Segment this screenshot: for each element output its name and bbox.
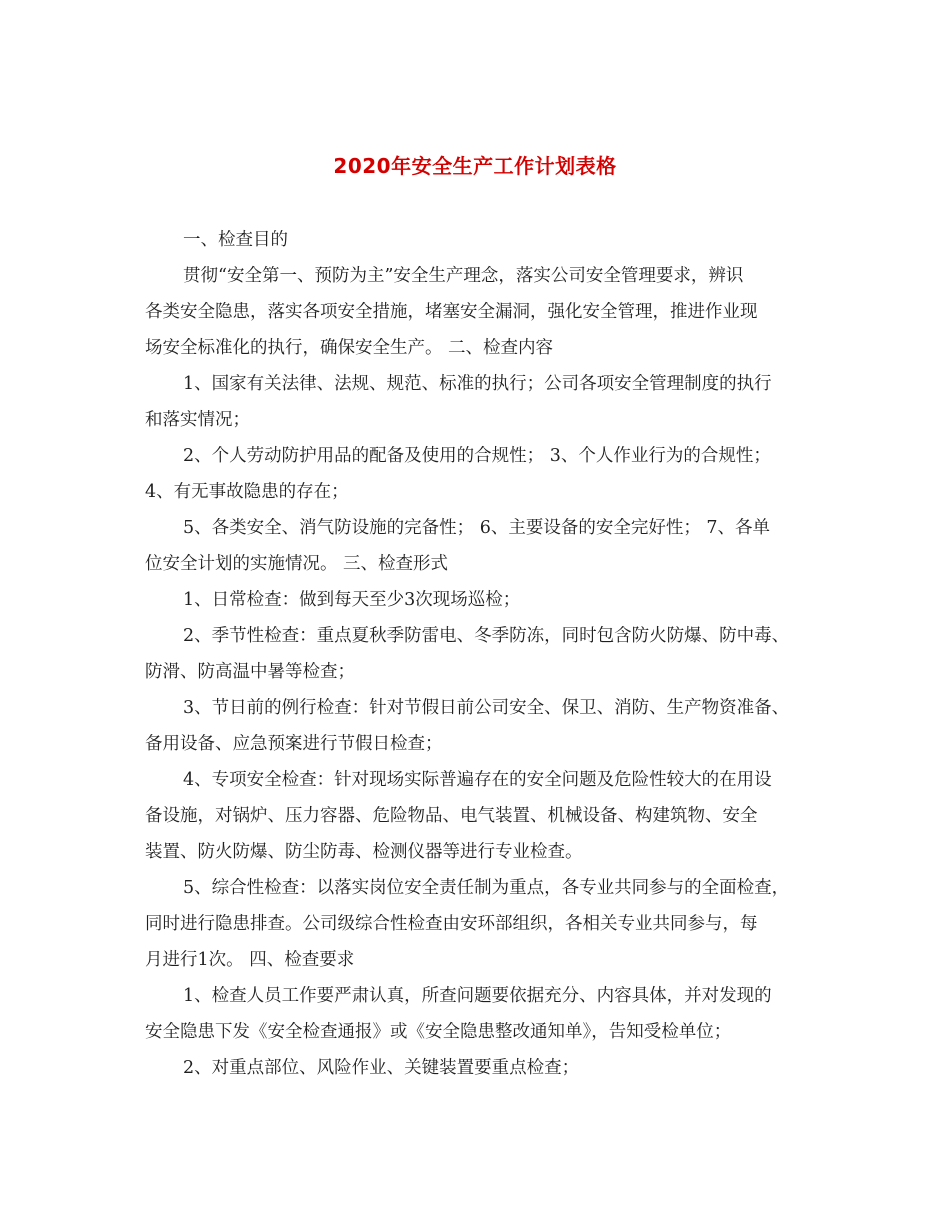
paragraph-line: 5、综合性检查：以落实岗位安全责任制为重点，各专业共同参与的全面检查，: [183, 878, 790, 898]
document-title: 2020年安全生产工作计划表格: [333, 154, 617, 178]
paragraph-line: 各类安全隐患，落实各项安全措施，堵塞安全漏洞，强化安全管理，推进作业现: [145, 302, 758, 322]
paragraph-line: 3、节日前的例行检查：针对节假日前公司安全、保卫、消防、生产物资准备、: [183, 698, 790, 718]
paragraph-line: 1、国家有关法律、法规、规范、标准的执行；公司各项安全管理制度的执行: [183, 374, 772, 394]
paragraph-line: 和落实情况；: [145, 410, 250, 430]
paragraph-line: 同时进行隐患排查。公司级综合性检查由安环部组织，各相关专业共同参与，每: [145, 914, 758, 934]
paragraph-line: 1、检查人员工作要严肃认真，所查问题要依据充分、内容具体，并对发现的: [183, 986, 772, 1006]
paragraph-line: 2、对重点部位、风险作业、关键装置要重点检查；: [183, 1058, 580, 1078]
paragraph-line: 备用设备、应急预案进行节假日检查；: [145, 734, 443, 754]
paragraph-line: 备设施，对锅炉、压力容器、危险物品、电气装置、机械设备、构建筑物、安全: [145, 806, 758, 826]
paragraph-line: 1、日常检查：做到每天至少3次现场巡检；: [183, 590, 521, 610]
paragraph-line: 场安全标准化的执行，确保安全生产。 二、检查内容: [145, 338, 554, 358]
paragraph-line: 2、季节性检查：重点夏秋季防雷电、冬季防冻，同时包含防火防爆、防中毒、: [183, 626, 790, 646]
paragraph-line: 防滑、防高温中暑等检查；: [145, 662, 355, 682]
paragraph-line: 4、有无事故隐患的存在；: [145, 482, 349, 502]
paragraph-line: 5、各类安全、消气防设施的完备性； 6、主要设备的安全完好性； 7、各单: [183, 518, 771, 538]
paragraph-line: 装置、防火防爆、防尘防毒、检测仪器等进行专业检查。: [145, 842, 583, 862]
paragraph-line: 位安全计划的实施情况。 三、检查形式: [145, 554, 449, 574]
paragraph-line: 2、个人劳动防护用品的配备及使用的合规性； 3、个人作业行为的合规性；: [183, 446, 771, 466]
paragraph-line: 4、专项安全检查：针对现场实际普遍存在的安全问题及危险性较大的在用设: [183, 770, 772, 790]
section-heading-purpose: 一、检查目的: [183, 230, 288, 250]
paragraph-line: 安全隐患下发《安全检查通报》或《安全隐患整改通知单》，告知受检单位；: [145, 1022, 732, 1042]
paragraph-line: 月进行1次。 四、检查要求: [145, 950, 355, 970]
paragraph-line: 贯彻“安全第一、预防为主”安全生产理念，落实公司安全管理要求，辨识: [183, 266, 744, 286]
